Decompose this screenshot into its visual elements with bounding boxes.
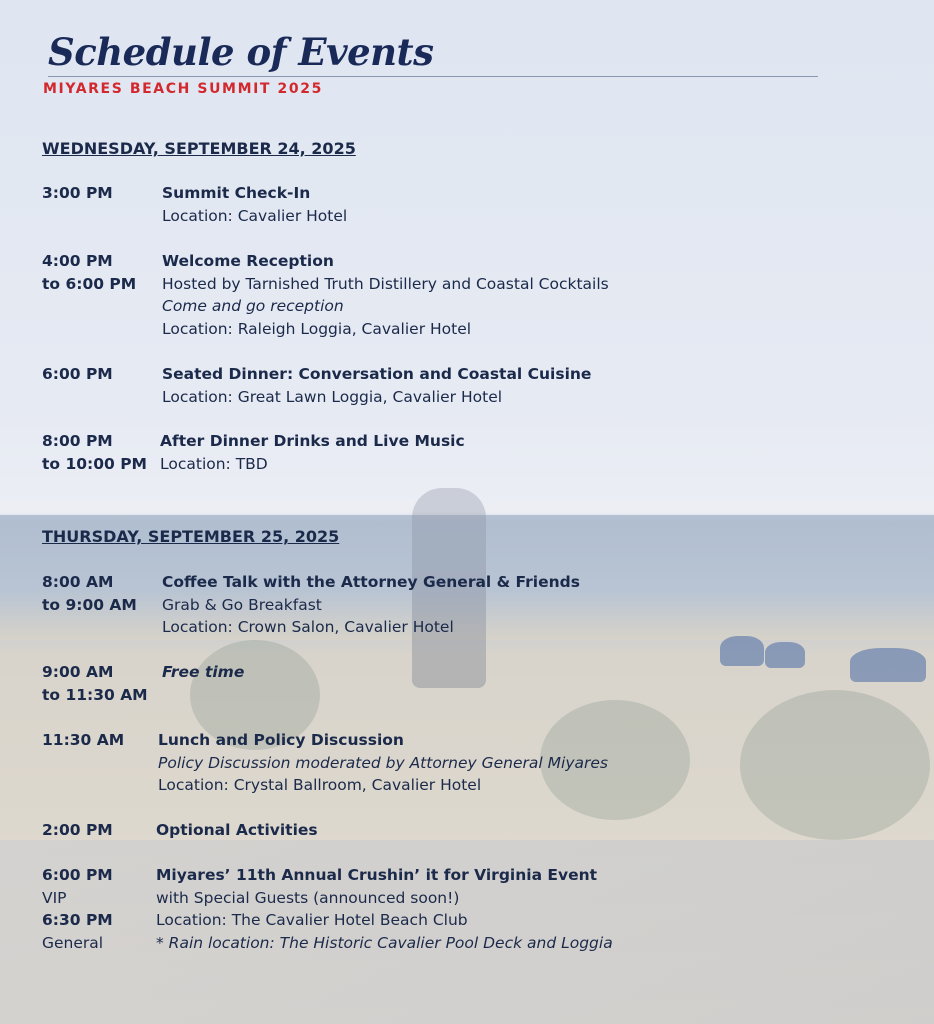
day-heading-thursday: THURSDAY, SEPTEMBER 25, 2025 xyxy=(42,527,340,546)
event-time: 6:00 PM xyxy=(42,365,113,383)
event-time-general: 6:30 PM xyxy=(42,911,113,929)
event-note: Come and go reception xyxy=(162,297,344,315)
event-detail: with Special Guests (announced soon!) xyxy=(156,888,460,907)
event-time: 3:00 PM xyxy=(42,184,113,202)
event-time-end: to 9:00 AM xyxy=(42,595,137,614)
page-title: Schedule of Events xyxy=(48,30,434,74)
event-time-end: to 10:00 PM xyxy=(42,454,147,473)
event-time: 4:00 PM xyxy=(42,252,113,270)
event-title: Miyares’ 11th Annual Crushin’ it for Virginia Event xyxy=(156,866,598,884)
event-time-label-vip: VIP xyxy=(42,888,67,907)
event-location: Location: TBD xyxy=(160,454,268,473)
event-title: Free time xyxy=(162,663,245,681)
event-detail: Grab & Go Breakfast xyxy=(162,595,322,614)
page-subtitle: MIYARES BEACH SUMMIT 2025 xyxy=(43,81,323,97)
event-time: 8:00 PM xyxy=(42,432,113,450)
event-title: Coffee Talk with the Attorney General & Friends xyxy=(162,573,580,591)
event-title: Optional Activities xyxy=(156,821,318,839)
event-title: Lunch and Policy Discussion xyxy=(158,731,404,749)
event-time: 9:00 AM xyxy=(42,663,114,681)
event-title: Welcome Reception xyxy=(162,252,334,270)
event-title: Summit Check-In xyxy=(162,184,311,202)
event-note: Policy Discussion moderated by Attorney General Miyares xyxy=(158,753,608,772)
event-note: * Rain location: The Historic Cavalier Pool Deck and Loggia xyxy=(156,933,613,952)
event-time-end: to 6:00 PM xyxy=(42,274,137,293)
event-time: 6:00 PM xyxy=(42,866,113,884)
event-location: Location: Crown Salon, Cavalier Hotel xyxy=(162,618,454,636)
event-time-end: to 11:30 AM xyxy=(42,685,148,704)
event-location: Location: The Cavalier Hotel Beach Club xyxy=(156,911,468,929)
event-location: Location: Crystal Ballroom, Cavalier Hotel xyxy=(158,776,482,794)
event-time: 11:30 AM xyxy=(42,731,125,749)
event-title: Seated Dinner: Conversation and Coastal Cuisine xyxy=(162,365,592,383)
title-divider xyxy=(48,76,818,77)
event-time: 2:00 PM xyxy=(42,821,113,839)
event-time-label-general: General xyxy=(42,933,104,952)
event-detail: Hosted by Tarnished Truth Distillery and Coastal Cocktails xyxy=(162,274,609,293)
event-title: After Dinner Drinks and Live Music xyxy=(160,432,465,450)
event-location: Location: Raleigh Loggia, Cavalier Hotel xyxy=(162,319,472,338)
event-location: Location: Cavalier Hotel xyxy=(162,206,348,225)
event-time: 8:00 AM xyxy=(42,573,114,591)
day-heading-wednesday: WEDNESDAY, SEPTEMBER 24, 2025 xyxy=(42,139,356,158)
event-location: Location: Great Lawn Loggia, Cavalier Hotel xyxy=(162,387,503,406)
